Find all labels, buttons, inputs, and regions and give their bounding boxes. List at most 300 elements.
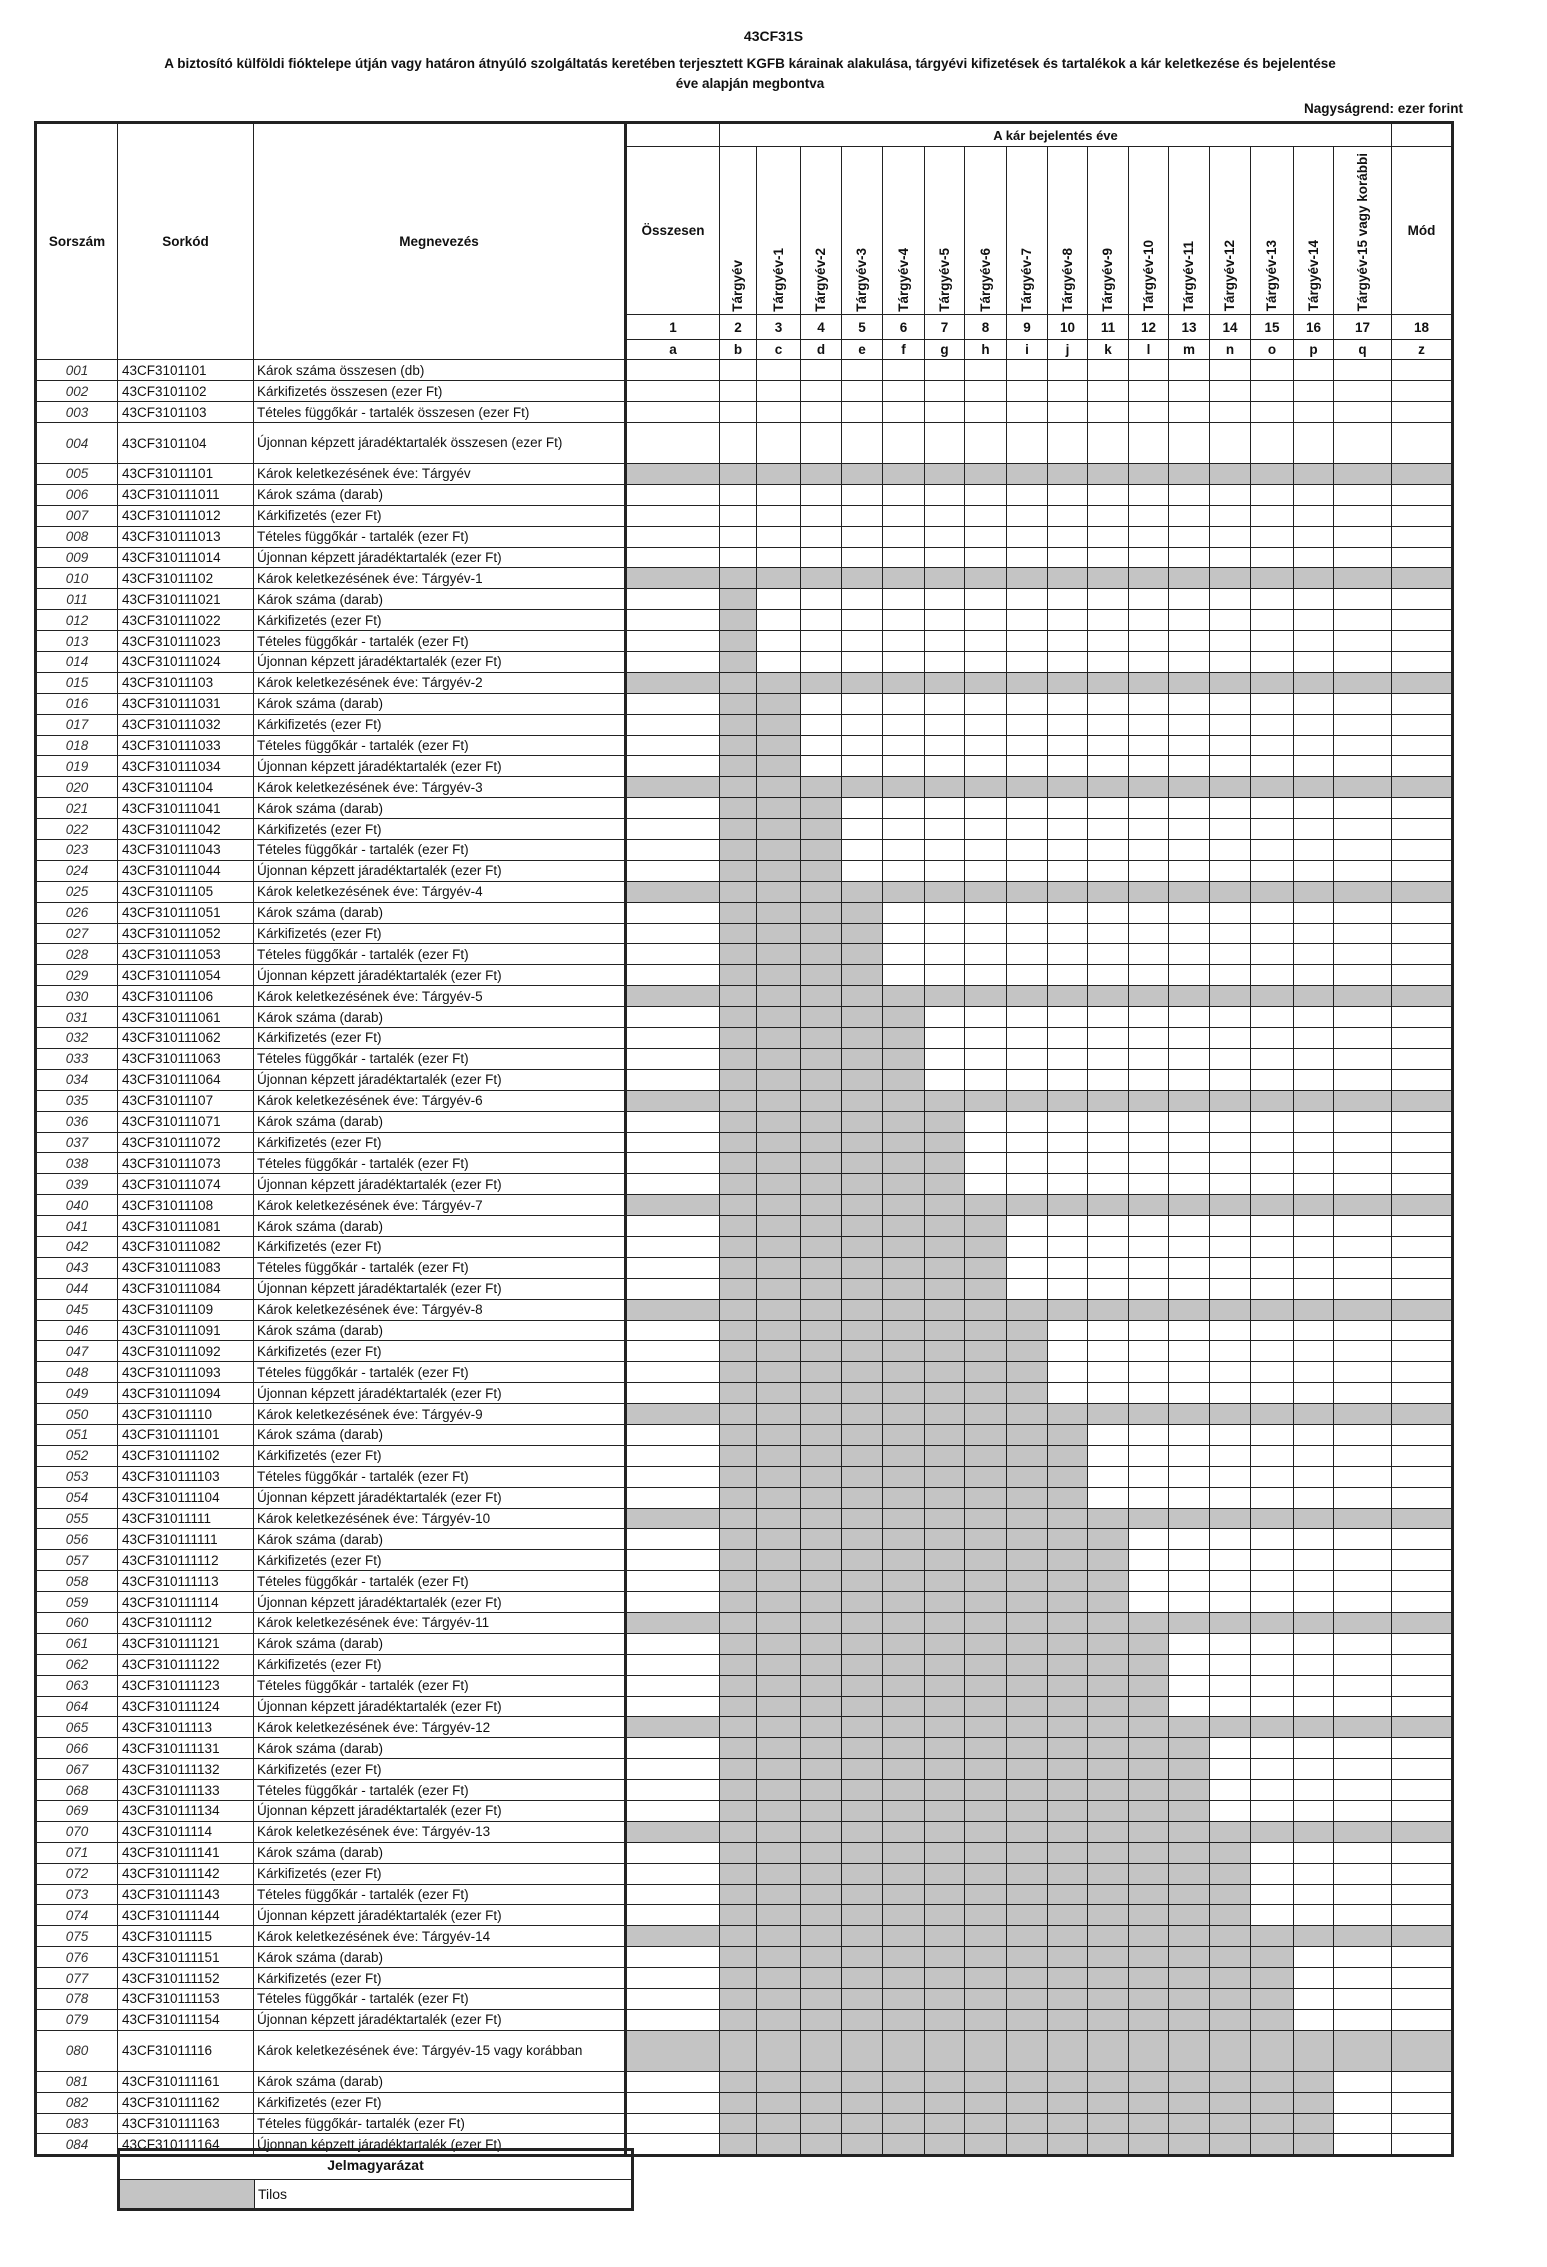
data-cell[interactable] [965,631,1007,652]
data-cell[interactable] [842,610,883,631]
data-cell[interactable] [925,652,965,673]
data-cell[interactable] [1251,1445,1294,1466]
data-cell[interactable] [626,1383,720,1404]
data-cell[interactable] [1048,1111,1088,1132]
data-cell[interactable] [1392,423,1453,464]
data-cell[interactable] [1251,505,1294,526]
data-cell[interactable] [1294,1424,1334,1445]
data-cell[interactable] [1251,1466,1294,1487]
data-cell[interactable] [1334,1842,1392,1863]
data-cell[interactable] [1294,840,1334,861]
data-cell[interactable] [1210,547,1251,568]
data-cell[interactable] [801,714,842,735]
data-cell[interactable] [1129,1111,1169,1132]
data-cell[interactable] [1007,526,1048,547]
data-cell[interactable] [1007,1174,1048,1195]
data-cell[interactable] [1129,756,1169,777]
data-cell[interactable] [1294,1048,1334,1069]
data-cell[interactable] [1007,423,1048,464]
data-cell[interactable] [1294,1529,1334,1550]
data-cell[interactable] [1334,756,1392,777]
data-cell[interactable] [1169,1383,1210,1404]
data-cell[interactable] [1169,1445,1210,1466]
data-cell[interactable] [1088,505,1129,526]
data-cell[interactable] [1392,1341,1453,1362]
data-cell[interactable] [1392,505,1453,526]
data-cell[interactable] [1294,1654,1334,1675]
data-cell[interactable] [1334,1780,1392,1801]
data-cell[interactable] [1169,944,1210,965]
data-cell[interactable] [1334,860,1392,881]
data-cell[interactable] [925,944,965,965]
data-cell[interactable] [883,360,925,381]
data-cell[interactable] [965,902,1007,923]
data-cell[interactable] [1088,1466,1129,1487]
data-cell[interactable] [1251,944,1294,965]
data-cell[interactable] [1048,1028,1088,1049]
data-cell[interactable] [801,360,842,381]
data-cell[interactable] [1251,1069,1294,1090]
data-cell[interactable] [1294,505,1334,526]
data-cell[interactable] [626,360,720,381]
data-cell[interactable] [842,505,883,526]
data-cell[interactable] [1169,1007,1210,1028]
data-cell[interactable] [1169,1696,1210,1717]
data-cell[interactable] [1334,1947,1392,1968]
data-cell[interactable] [626,923,720,944]
data-cell[interactable] [1392,1069,1453,1090]
data-cell[interactable] [1088,1487,1129,1508]
data-cell[interactable] [1210,610,1251,631]
data-cell[interactable] [965,1174,1007,1195]
data-cell[interactable] [1088,402,1129,423]
data-cell[interactable] [925,714,965,735]
data-cell[interactable] [1334,902,1392,923]
data-cell[interactable] [925,610,965,631]
data-cell[interactable] [1210,735,1251,756]
data-cell[interactable] [1129,693,1169,714]
data-cell[interactable] [1169,1424,1210,1445]
data-cell[interactable] [626,840,720,861]
data-cell[interactable] [1048,1216,1088,1237]
data-cell[interactable] [1088,381,1129,402]
data-cell[interactable] [1251,1780,1294,1801]
data-cell[interactable] [1392,1738,1453,1759]
data-cell[interactable] [1088,1048,1129,1069]
data-cell[interactable] [1169,1341,1210,1362]
data-cell[interactable] [1392,714,1453,735]
data-cell[interactable] [1392,1905,1453,1926]
data-cell[interactable] [1169,1111,1210,1132]
data-cell[interactable] [1088,860,1129,881]
data-cell[interactable] [1007,1236,1048,1257]
data-cell[interactable] [1210,944,1251,965]
data-cell[interactable] [1048,944,1088,965]
data-cell[interactable] [1048,1153,1088,1174]
data-cell[interactable] [1088,965,1129,986]
data-cell[interactable] [1251,1654,1294,1675]
data-cell[interactable] [1251,589,1294,610]
data-cell[interactable] [1251,1362,1294,1383]
data-cell[interactable] [1334,505,1392,526]
data-cell[interactable] [1210,860,1251,881]
data-cell[interactable] [1210,1759,1251,1780]
data-cell[interactable] [1392,1007,1453,1028]
data-cell[interactable] [1294,1738,1334,1759]
data-cell[interactable] [1392,1028,1453,1049]
data-cell[interactable] [1251,1278,1294,1299]
data-cell[interactable] [1210,1487,1251,1508]
data-cell[interactable] [1334,819,1392,840]
data-cell[interactable] [1334,1236,1392,1257]
data-cell[interactable] [1048,735,1088,756]
data-cell[interactable] [842,589,883,610]
data-cell[interactable] [842,360,883,381]
data-cell[interactable] [801,402,842,423]
data-cell[interactable] [1210,1696,1251,1717]
data-cell[interactable] [925,819,965,840]
data-cell[interactable] [1294,652,1334,673]
data-cell[interactable] [1334,1445,1392,1466]
data-cell[interactable] [965,756,1007,777]
data-cell[interactable] [1169,652,1210,673]
data-cell[interactable] [720,526,757,547]
data-cell[interactable] [626,798,720,819]
data-cell[interactable] [1169,526,1210,547]
data-cell[interactable] [1294,1633,1334,1654]
data-cell[interactable] [1129,840,1169,861]
data-cell[interactable] [1210,652,1251,673]
data-cell[interactable] [1210,756,1251,777]
data-cell[interactable] [626,693,720,714]
data-cell[interactable] [1334,1738,1392,1759]
data-cell[interactable] [1251,1863,1294,1884]
data-cell[interactable] [1048,819,1088,840]
data-cell[interactable] [1088,547,1129,568]
data-cell[interactable] [1334,1069,1392,1090]
data-cell[interactable] [626,652,720,673]
data-cell[interactable] [1251,798,1294,819]
data-cell[interactable] [842,402,883,423]
data-cell[interactable] [1251,631,1294,652]
data-cell[interactable] [626,735,720,756]
data-cell[interactable] [1007,714,1048,735]
data-cell[interactable] [1210,1633,1251,1654]
data-cell[interactable] [1392,589,1453,610]
data-cell[interactable] [1294,1383,1334,1404]
data-cell[interactable] [883,381,925,402]
data-cell[interactable] [1088,819,1129,840]
data-cell[interactable] [1210,819,1251,840]
data-cell[interactable] [1007,484,1048,505]
data-cell[interactable] [1334,1696,1392,1717]
data-cell[interactable] [1169,965,1210,986]
data-cell[interactable] [626,1320,720,1341]
data-cell[interactable] [965,693,1007,714]
data-cell[interactable] [720,402,757,423]
data-cell[interactable] [1251,1383,1294,1404]
data-cell[interactable] [1088,944,1129,965]
data-cell[interactable] [883,840,925,861]
data-cell[interactable] [883,860,925,881]
data-cell[interactable] [1048,652,1088,673]
data-cell[interactable] [1294,819,1334,840]
data-cell[interactable] [626,819,720,840]
data-cell[interactable] [925,1007,965,1028]
data-cell[interactable] [1210,1383,1251,1404]
data-cell[interactable] [720,484,757,505]
data-cell[interactable] [757,610,801,631]
data-cell[interactable] [1334,1111,1392,1132]
data-cell[interactable] [626,714,720,735]
data-cell[interactable] [965,484,1007,505]
data-cell[interactable] [1334,1550,1392,1571]
data-cell[interactable] [925,360,965,381]
data-cell[interactable] [1088,1257,1129,1278]
data-cell[interactable] [1334,2071,1392,2092]
data-cell[interactable] [1251,923,1294,944]
data-cell[interactable] [626,2092,720,2113]
data-cell[interactable] [801,610,842,631]
data-cell[interactable] [925,923,965,944]
data-cell[interactable] [757,484,801,505]
data-cell[interactable] [1210,484,1251,505]
data-cell[interactable] [757,547,801,568]
data-cell[interactable] [1210,1028,1251,1049]
data-cell[interactable] [883,526,925,547]
data-cell[interactable] [1334,1675,1392,1696]
data-cell[interactable] [1169,360,1210,381]
data-cell[interactable] [1392,1216,1453,1237]
data-cell[interactable] [1169,1216,1210,1237]
data-cell[interactable] [965,798,1007,819]
data-cell[interactable] [1169,819,1210,840]
data-cell[interactable] [757,423,801,464]
data-cell[interactable] [626,423,720,464]
data-cell[interactable] [626,1048,720,1069]
data-cell[interactable] [965,714,1007,735]
data-cell[interactable] [1129,1487,1169,1508]
data-cell[interactable] [1294,735,1334,756]
data-cell[interactable] [1129,381,1169,402]
data-cell[interactable] [1169,693,1210,714]
data-cell[interactable] [1294,1780,1334,1801]
data-cell[interactable] [1210,1592,1251,1613]
data-cell[interactable] [1169,923,1210,944]
data-cell[interactable] [626,1362,720,1383]
data-cell[interactable] [1294,1007,1334,1028]
data-cell[interactable] [1392,1696,1453,1717]
data-cell[interactable] [1088,1445,1129,1466]
data-cell[interactable] [1392,1780,1453,1801]
data-cell[interactable] [1048,484,1088,505]
data-cell[interactable] [883,505,925,526]
data-cell[interactable] [1294,1842,1334,1863]
data-cell[interactable] [1007,1111,1048,1132]
data-cell[interactable] [1169,1048,1210,1069]
data-cell[interactable] [1294,1801,1334,1822]
data-cell[interactable] [757,652,801,673]
data-cell[interactable] [925,484,965,505]
data-cell[interactable] [626,505,720,526]
data-cell[interactable] [626,1424,720,1445]
data-cell[interactable] [1088,484,1129,505]
data-cell[interactable] [1294,1320,1334,1341]
data-cell[interactable] [1129,484,1169,505]
data-cell[interactable] [1048,1257,1088,1278]
data-cell[interactable] [1007,1132,1048,1153]
data-cell[interactable] [1251,1759,1294,1780]
data-cell[interactable] [1334,610,1392,631]
data-cell[interactable] [1129,1278,1169,1299]
data-cell[interactable] [1129,589,1169,610]
data-cell[interactable] [1334,402,1392,423]
data-cell[interactable] [1334,1487,1392,1508]
data-cell[interactable] [757,505,801,526]
data-cell[interactable] [1169,735,1210,756]
data-cell[interactable] [1392,381,1453,402]
data-cell[interactable] [626,381,720,402]
data-cell[interactable] [965,965,1007,986]
data-cell[interactable] [1294,1947,1334,1968]
data-cell[interactable] [1169,484,1210,505]
data-cell[interactable] [1294,1466,1334,1487]
data-cell[interactable] [1294,1863,1334,1884]
data-cell[interactable] [1048,610,1088,631]
data-cell[interactable] [801,484,842,505]
data-cell[interactable] [1048,1341,1088,1362]
data-cell[interactable] [842,735,883,756]
data-cell[interactable] [965,402,1007,423]
data-cell[interactable] [842,547,883,568]
data-cell[interactable] [1334,484,1392,505]
data-cell[interactable] [883,652,925,673]
data-cell[interactable] [1251,1550,1294,1571]
data-cell[interactable] [842,526,883,547]
data-cell[interactable] [626,1571,720,1592]
data-cell[interactable] [965,1007,1007,1028]
data-cell[interactable] [1294,1174,1334,1195]
data-cell[interactable] [1294,589,1334,610]
data-cell[interactable] [1334,1863,1392,1884]
data-cell[interactable] [1334,1989,1392,2010]
data-cell[interactable] [1392,1362,1453,1383]
data-cell[interactable] [1392,756,1453,777]
data-cell[interactable] [1210,1445,1251,1466]
data-cell[interactable] [883,714,925,735]
data-cell[interactable] [626,1801,720,1822]
data-cell[interactable] [1129,798,1169,819]
data-cell[interactable] [1129,1028,1169,1049]
data-cell[interactable] [925,526,965,547]
data-cell[interactable] [1007,1048,1048,1069]
data-cell[interactable] [626,1696,720,1717]
data-cell[interactable] [626,1550,720,1571]
data-cell[interactable] [925,402,965,423]
data-cell[interactable] [1169,610,1210,631]
data-cell[interactable] [1007,819,1048,840]
data-cell[interactable] [1392,631,1453,652]
data-cell[interactable] [1169,1487,1210,1508]
data-cell[interactable] [883,547,925,568]
data-cell[interactable] [626,631,720,652]
data-cell[interactable] [1169,381,1210,402]
data-cell[interactable] [965,1153,1007,1174]
data-cell[interactable] [1392,1633,1453,1654]
data-cell[interactable] [1392,1759,1453,1780]
data-cell[interactable] [1392,1236,1453,1257]
data-cell[interactable] [1392,923,1453,944]
data-cell[interactable] [1392,652,1453,673]
data-cell[interactable] [925,1069,965,1090]
data-cell[interactable] [1392,1111,1453,1132]
data-cell[interactable] [1294,1132,1334,1153]
data-cell[interactable] [1334,693,1392,714]
data-cell[interactable] [801,589,842,610]
data-cell[interactable] [1169,631,1210,652]
data-cell[interactable] [1088,1028,1129,1049]
data-cell[interactable] [1088,693,1129,714]
data-cell[interactable] [925,423,965,464]
data-cell[interactable] [1088,526,1129,547]
data-cell[interactable] [1088,1069,1129,1090]
data-cell[interactable] [1210,1466,1251,1487]
data-cell[interactable] [1251,1592,1294,1613]
data-cell[interactable] [801,652,842,673]
data-cell[interactable] [1129,1466,1169,1487]
data-cell[interactable] [1392,1592,1453,1613]
data-cell[interactable] [965,1132,1007,1153]
data-cell[interactable] [1129,1216,1169,1237]
data-cell[interactable] [1129,505,1169,526]
data-cell[interactable] [965,819,1007,840]
data-cell[interactable] [1129,1571,1169,1592]
data-cell[interactable] [1169,505,1210,526]
data-cell[interactable] [1251,840,1294,861]
data-cell[interactable] [1251,1341,1294,1362]
data-cell[interactable] [1294,1696,1334,1717]
data-cell[interactable] [1294,547,1334,568]
data-cell[interactable] [1048,589,1088,610]
data-cell[interactable] [1392,1278,1453,1299]
data-cell[interactable] [1392,1842,1453,1863]
data-cell[interactable] [1169,1236,1210,1257]
data-cell[interactable] [1334,965,1392,986]
data-cell[interactable] [1392,1487,1453,1508]
data-cell[interactable] [1169,1466,1210,1487]
data-cell[interactable] [1129,1383,1169,1404]
data-cell[interactable] [1392,1383,1453,1404]
data-cell[interactable] [1007,631,1048,652]
data-cell[interactable] [1392,2071,1453,2092]
data-cell[interactable] [626,1884,720,1905]
data-cell[interactable] [626,1216,720,1237]
data-cell[interactable] [1210,1801,1251,1822]
data-cell[interactable] [1007,840,1048,861]
data-cell[interactable] [1251,547,1294,568]
data-cell[interactable] [1129,360,1169,381]
data-cell[interactable] [1392,944,1453,965]
data-cell[interactable] [1334,1801,1392,1822]
data-cell[interactable] [1251,714,1294,735]
data-cell[interactable] [842,756,883,777]
data-cell[interactable] [1392,2113,1453,2134]
data-cell[interactable] [1210,402,1251,423]
data-cell[interactable] [1392,1550,1453,1571]
data-cell[interactable] [1251,1738,1294,1759]
data-cell[interactable] [1048,693,1088,714]
data-cell[interactable] [1392,1989,1453,2010]
